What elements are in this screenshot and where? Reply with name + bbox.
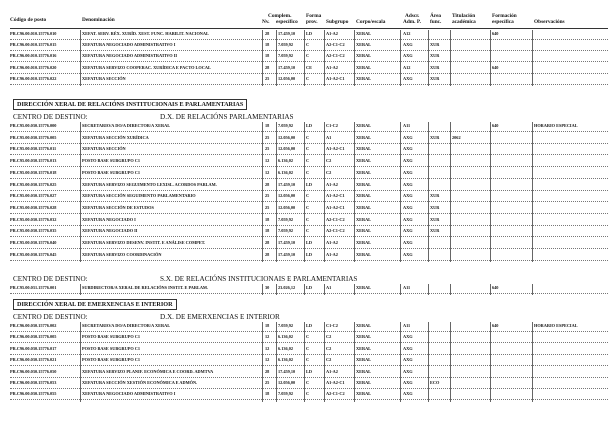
table-cell-code: PR.C95.00.030.15776.035 — [10, 228, 57, 234]
column-divider — [400, 322, 401, 402]
table-cell-nv: 25 — [265, 204, 270, 210]
table-cell-adm: AXG — [403, 181, 413, 187]
table-cell-sg: C2 — [326, 345, 332, 351]
table-cell-corpo: XERAL — [356, 334, 372, 340]
table-cell-adm: AXG — [403, 158, 413, 164]
table-cell-fp: C — [306, 204, 310, 210]
table-cell-fp: C — [306, 134, 310, 140]
row-separator — [10, 377, 608, 378]
table-cell-fp: LD — [306, 181, 312, 187]
table-cell-ce: 7.059,92 — [278, 123, 294, 128]
centro-label: CENTRO DE DESTINO: — [13, 313, 88, 321]
table-cell-corpo: XERAL — [356, 123, 372, 128]
table-cell-adm: AXG — [403, 368, 413, 374]
row-separator — [10, 50, 608, 51]
table-cell-ce: 17.459,10 — [278, 240, 296, 245]
table-cell-corpo: XERAL — [356, 345, 372, 351]
table-cell-fp: LD — [306, 251, 312, 257]
table-cell-ce: 12.056,00 — [278, 204, 296, 210]
table-cell-sg: A1-A2-C1 — [326, 146, 345, 152]
table-cell-sg: C2 — [326, 334, 332, 340]
table-cell-nv: 12 — [265, 334, 270, 340]
table-cell-adm: AXG — [403, 391, 413, 397]
table-cell-adm: AXG — [403, 357, 413, 363]
table-cell-sg: C2 — [326, 357, 332, 363]
table-cell-nv: 25 — [265, 193, 270, 199]
row-separator — [10, 236, 608, 237]
row-separator — [10, 365, 608, 366]
table-cell-sg: A1-A2-C1 — [326, 193, 345, 199]
table-cell-denom: XEFAT. SERV. RÉX. XURÍD. XEST. FUNC. HABILIT. NACIONAL — [82, 31, 209, 36]
table-cell-denom: POSTO BASE SUBGRUPO C1 — [82, 357, 141, 363]
centro-name: S.X. DE RELACIÓNS INSTITUCIONAIS E PARLAMENTARIAS — [160, 275, 358, 283]
table-cell-sg: C1-C2 — [326, 323, 338, 328]
table-cell-ce: 12.056,00 — [278, 193, 296, 199]
table-cell-code: PR.C96.00.030.15776.017 — [10, 345, 57, 351]
table-cell-sg: A2-C1-C2 — [326, 42, 345, 48]
table-cell-code: PR.C96.00.030.15776.005 — [10, 334, 57, 340]
header-complemento: específico — [276, 19, 298, 25]
table-cell-code: PR.C96.00.010.15776.020 — [10, 64, 57, 70]
table-cell-fp: LD — [306, 368, 312, 374]
table-cell-code: PR.C96.00.030.15776.053 — [10, 380, 57, 385]
table-cell-fp: C — [306, 228, 310, 234]
centro-name: D.X. DE EMERXENCIAS E INTERIOR — [160, 313, 280, 321]
row-separator — [10, 293, 608, 294]
table-cell-adm: A12 — [403, 31, 411, 36]
table-cell-nv: 28 — [265, 181, 270, 187]
table-cell-ce: 12.056,00 — [278, 134, 296, 140]
table-cell-ce: 6.136,02 — [278, 158, 294, 164]
table-cell-nv: 30 — [265, 285, 270, 290]
table-cell-sg: A1-A2 — [326, 240, 338, 245]
table-cell-corpo: XERAL — [356, 357, 372, 363]
table-cell-code: PR.C95.00.030.15776.028 — [10, 204, 57, 210]
table-cell-fp: C — [306, 334, 310, 340]
header-complem: Complem. — [268, 13, 292, 19]
table-cell-corpo: XERAL — [356, 75, 372, 81]
table-cell-corpo: XERAL — [356, 380, 372, 385]
table-cell-corpo: XERAL — [356, 146, 372, 152]
header-area: Área — [430, 13, 442, 19]
table-cell-denom: XEFATURA SECCIÓN XURÍDICA — [82, 134, 149, 140]
table-cell-adm: AXG — [403, 216, 413, 222]
table-cell-ce: 17.459,10 — [278, 64, 296, 70]
table-cell-denom: XEFATURA SECCIÓN — [82, 146, 126, 152]
table-cell-corpo: XERAL — [356, 181, 372, 187]
table-cell-denom: XEFATURA SERVIZO COOPERAC. XURÍDICA E PACTO LOCAL — [82, 64, 211, 70]
table-cell-adm: AXG — [403, 334, 413, 340]
table-cell-denom: XEFATURA SERVIZO DESENV. INSTIT. E ANÁLISE COMPET. — [82, 240, 206, 245]
table-cell-sg: A2-C1-C2 — [326, 391, 345, 397]
table-cell-fp: CE — [306, 64, 312, 70]
table-cell-ce: 7.059,92 — [278, 323, 294, 328]
table-cell-sg: A1-A2 — [326, 64, 338, 70]
table-cell-denom: XEFATURA NEGOCIADO I — [82, 216, 136, 222]
row-separator — [10, 225, 608, 226]
table-cell-obs: HORARIO ESPECIAL — [534, 323, 578, 328]
table-cell-corpo: XERAL — [356, 53, 372, 59]
table-cell-denom: XEFATURA SECCIÓN SEGUIMENTO PARLAMENTARIO — [82, 193, 196, 199]
table-cell-adm: AXG — [403, 169, 413, 175]
column-divider — [324, 322, 325, 402]
table-cell-adm: AXG — [403, 134, 413, 140]
table-cell-ce: 7.059,92 — [278, 228, 294, 234]
column-divider — [354, 322, 355, 402]
table-cell-nv: 18 — [265, 123, 270, 128]
table-cell-ce: 7.059,92 — [278, 216, 294, 222]
table-cell-nv: 18 — [265, 391, 270, 397]
table-cell-ce: 6.136,02 — [278, 169, 294, 175]
table-cell-area: XUR — [430, 53, 440, 59]
header-subgrupo: Subgrupo — [326, 19, 349, 25]
table-cell-corpo: XERAL — [356, 193, 372, 199]
row-separator — [10, 354, 608, 355]
table-cell-area: XUR — [430, 134, 440, 140]
table-cell-fp: LD — [306, 285, 312, 290]
table-cell-code: PR.C96.00.010.15776.015 — [10, 42, 57, 48]
table-cell-area: XUR — [430, 75, 440, 81]
row-separator — [10, 331, 608, 332]
table-cell-adm: AXG — [403, 53, 413, 59]
header-forma: Forma — [306, 13, 322, 19]
table-cell-code: PR.C95.00.030.15776.045 — [10, 251, 57, 257]
table-cell-code: PR.C95.00.030.15776.027 — [10, 193, 57, 199]
table-cell-adm: AXG — [403, 204, 413, 210]
table-cell-fp: C — [306, 345, 310, 351]
table-cell-sg: A1-A2 — [326, 368, 338, 374]
table-cell-adm: AXG — [403, 146, 413, 152]
table-cell-form: 640 — [492, 285, 499, 290]
table-cell-area: XUR — [430, 42, 440, 48]
table-cell-sg: A1-A2-C1 — [326, 204, 345, 210]
table-cell-nv: 25 — [265, 134, 270, 140]
table-cell-sg: A2-C1-C2 — [326, 216, 345, 222]
row-separator — [10, 73, 608, 74]
table-cell-nv: 25 — [265, 146, 270, 152]
table-cell-code: PR.C96.00.030.15776.002 — [10, 323, 57, 328]
header-academica: académica — [452, 19, 476, 25]
table-cell-fp: C — [306, 391, 310, 397]
table-cell-adm: AXG — [403, 193, 413, 199]
table-cell-code: PR.C96.00.030.15776.021 — [10, 357, 57, 363]
table-cell-sg: A1-A2 — [326, 181, 338, 187]
table-cell-ce: 12.056,00 — [278, 75, 296, 81]
table-cell-denom: XEFATURA NEGOCIADO ADMINISTRATIVO II — [82, 53, 178, 59]
row-separator — [10, 84, 608, 85]
table-cell-corpo: XERAL — [356, 251, 372, 257]
table-cell-fp: C — [306, 146, 310, 152]
centro-label: CENTRO DE DESTINO: — [13, 275, 88, 283]
table-cell-ce: 7.059,92 — [278, 53, 294, 59]
row-separator — [10, 399, 608, 400]
table-cell-fp: C — [306, 53, 310, 59]
table-cell-ce: 17.459,10 — [278, 181, 296, 187]
table-cell-area: XUR — [430, 228, 440, 234]
table-cell-nv: 12 — [265, 158, 270, 164]
table-cell-area: XUR — [430, 216, 440, 222]
section-title: DIRECCIÓN XERAL DE RELACIÓNS INSTITUCIONAIS E PARLAMENTARIAS — [13, 99, 247, 110]
table-cell-fp: LD — [306, 240, 312, 245]
table-cell-corpo: XERAL — [356, 285, 372, 290]
table-cell-form: 640 — [492, 323, 499, 328]
table-cell-adm: A11 — [403, 323, 411, 328]
table-cell-nv: 12 — [265, 357, 270, 363]
table-cell-code: PR.C96.00.010.15776.010 — [10, 31, 57, 36]
row-separator — [10, 166, 608, 167]
header-corpo: Corpo/escala — [356, 19, 386, 25]
table-cell-code: PR.C95.00.030.15776.011 — [10, 146, 57, 152]
table-cell-denom: XEFATURA SERVIZO PLANIF. ECONÓMICA E COORD. ADMTVA — [82, 368, 214, 374]
row-separator — [10, 61, 608, 62]
table-cell-denom: XEFATURA SECCIÓN XESTIÓN ECONÓMICA E ADMÓN. — [82, 380, 198, 385]
table-cell-ce: 23.026,12 — [278, 285, 296, 290]
row-separator — [10, 248, 608, 249]
table-cell-denom: SUBDIRECTOR/A XERAL DE RELACIÓNS INSTIT. E PARLAM. — [82, 285, 209, 290]
table-cell-nv: 28 — [265, 31, 270, 36]
table-cell-code: PR.C96.00.030.15776.050 — [10, 368, 57, 374]
header-adm: Adm. P. — [403, 19, 421, 25]
table-cell-adm: AXG — [403, 345, 413, 351]
table-cell-code: PR.C95.00.030.15776.013 — [10, 158, 57, 164]
table-cell-form: 640 — [492, 123, 499, 128]
table-cell-corpo: XERAL — [356, 42, 372, 48]
table-cell-sg: A1-A2-C1 — [326, 380, 345, 385]
table-cell-ce: 6.136,02 — [278, 357, 294, 363]
row-separator — [10, 201, 608, 202]
header-func: func. — [430, 19, 442, 25]
table-cell-denom: POSTO BASE SUBGRUPO C1 — [82, 169, 141, 175]
table-cell-nv: 18 — [265, 216, 270, 222]
row-separator — [10, 143, 608, 144]
table-cell-sg: C1-C2 — [326, 123, 338, 128]
table-cell-nv: 18 — [265, 42, 270, 48]
table-cell-ce: 6.136,02 — [278, 345, 294, 351]
row-separator — [10, 213, 608, 214]
table-cell-denom: SECRETARIO/A DO/A DIRECTOR/A XERAL — [82, 123, 171, 128]
header-prov: prov. — [306, 19, 318, 25]
table-cell-code: PR.C96.00.010.15776.016 — [10, 53, 57, 59]
table-cell-corpo: XERAL — [356, 31, 372, 36]
row-separator — [10, 178, 608, 179]
table-cell-area: ECO — [430, 380, 440, 385]
table-cell-fp: C — [306, 75, 310, 81]
table-cell-tit: 2062 — [452, 134, 461, 140]
table-cell-area: XUR — [430, 193, 440, 199]
table-cell-sg: A2-C1-C2 — [326, 228, 345, 234]
row-separator — [10, 131, 608, 132]
row-separator — [10, 388, 608, 389]
table-cell-nv: 28 — [265, 64, 270, 70]
table-cell-corpo: XERAL — [356, 240, 372, 245]
header-especifica: específica — [492, 19, 514, 25]
centro-name: D.X. DE RELACIÓNS PARLAMENTARIAS — [160, 113, 294, 121]
table-cell-nv: 28 — [265, 368, 270, 374]
table-cell-ce: 7.059,92 — [278, 42, 294, 48]
row-separator — [10, 190, 608, 191]
table-cell-nv: 25 — [265, 75, 270, 81]
table-cell-fp: C — [306, 216, 310, 222]
table-cell-code: PR.C95.00.030.15776.032 — [10, 216, 57, 222]
table-cell-adm: AXG — [403, 42, 413, 48]
table-cell-code: PR.C96.00.010.15776.022 — [10, 75, 57, 81]
table-cell-denom: POSTO BASE SUBGRUPO C1 — [82, 345, 141, 351]
table-cell-adm: A11 — [403, 285, 411, 290]
table-cell-nv: 18 — [265, 323, 270, 328]
table-cell-nv: 25 — [265, 380, 270, 385]
table-cell-denom: XEFATURA NEGOCIADO II — [82, 228, 138, 234]
table-cell-sg: A1 — [326, 285, 332, 290]
table-cell-denom: XEFATURA SERVIZO SEGUIMENTO LEXISL. ACORDOS PARLAM. — [82, 181, 217, 187]
header-codigo: Código de posto — [10, 17, 47, 23]
header-denominacion: Denominación — [82, 17, 115, 23]
row-separator — [10, 154, 608, 155]
table-cell-denom: XEFATURA SECCIÓN DE ESTUDOS — [82, 204, 154, 210]
table-cell-ce: 17.459,10 — [278, 31, 296, 36]
column-divider — [80, 322, 81, 402]
table-cell-ce: 17.459,10 — [278, 251, 296, 257]
table-cell-fp: C — [306, 193, 310, 199]
table-cell-denom: XEFATURA SECCIÓN — [82, 75, 126, 81]
table-cell-sg: A1-A2 — [326, 251, 338, 257]
header-rule — [10, 28, 608, 29]
table-cell-area: XUR — [430, 204, 440, 210]
table-cell-area: XUR — [430, 64, 440, 70]
table-cell-adm: A12 — [403, 64, 411, 70]
table-cell-code: PR.C95.00.030.15776.040 — [10, 240, 57, 245]
table-cell-ce: 6.136,02 — [278, 334, 294, 340]
table-cell-corpo: XERAL — [356, 134, 372, 140]
table-cell-adm: AXG — [403, 228, 413, 234]
table-cell-fp: C — [306, 158, 310, 164]
table-cell-corpo: XERAL — [356, 391, 372, 397]
table-cell-ce: 12.056,00 — [278, 146, 296, 152]
table-cell-adm: A11 — [403, 123, 411, 128]
header-observacions: Observacións — [534, 19, 565, 25]
table-cell-denom: XEFATURA SERVIZO COORDINACIÓN — [82, 251, 162, 257]
table-cell-corpo: XERAL — [356, 204, 372, 210]
table-cell-code: PR.C95.00.031.15776.001 — [10, 285, 57, 290]
table-cell-corpo: XERAL — [356, 368, 372, 374]
table-cell-nv: 12 — [265, 345, 270, 351]
table-cell-code: PR.C96.00.030.15776.055 — [10, 391, 57, 397]
header-titulacion: Titulación — [452, 13, 476, 19]
table-cell-corpo: XERAL — [356, 323, 372, 328]
table-cell-fp: LD — [306, 323, 312, 328]
table-cell-code: PR.C95.00.030.15776.025 — [10, 181, 57, 187]
header-adscr: Adscr. — [405, 13, 420, 19]
table-cell-sg: A1 — [326, 134, 332, 140]
table-cell-denom: SECRETARIO/A DO/A DIRECTOR/A XERAL — [82, 323, 171, 328]
row-separator — [10, 260, 608, 261]
column-divider — [262, 322, 263, 402]
table-cell-sg: A1-A2-C1 — [326, 75, 345, 81]
table-cell-ce: 7.059,92 — [278, 391, 294, 397]
table-cell-nv: 28 — [265, 251, 270, 257]
table-cell-nv: 18 — [265, 228, 270, 234]
table-cell-corpo: XERAL — [356, 216, 372, 222]
table-cell-form: 640 — [492, 31, 499, 36]
table-cell-sg: A1-A2 — [326, 31, 338, 36]
column-divider — [450, 322, 451, 402]
table-cell-nv: 28 — [265, 240, 270, 245]
table-cell-fp: C — [306, 357, 310, 363]
row-separator — [10, 342, 608, 343]
table-cell-adm: AXG — [403, 251, 413, 257]
table-cell-corpo: XERAL — [356, 169, 372, 175]
table-cell-code: PR.C95.00.030.15776.000 — [10, 123, 57, 128]
table-cell-fp: LD — [306, 31, 312, 36]
table-cell-nv: 18 — [265, 53, 270, 59]
table-cell-code: PR.C95.00.030.15776.018 — [10, 169, 57, 175]
table-cell-sg: A2-C1-C2 — [326, 53, 345, 59]
table-cell-corpo: XERAL — [356, 64, 372, 70]
table-cell-corpo: XERAL — [356, 228, 372, 234]
table-cell-code: PR.C95.00.030.15776.005 — [10, 134, 57, 140]
column-divider — [428, 322, 429, 402]
table-cell-sg: C2 — [326, 169, 332, 175]
table-cell-denom: XEFATURA NEGOCIADO ADMINISTRATIVO I — [82, 391, 176, 397]
table-cell-fp: LD — [306, 123, 312, 128]
column-divider — [276, 322, 277, 402]
table-cell-sg: C2 — [326, 158, 332, 164]
table-cell-fp: C — [306, 169, 310, 175]
table-cell-ce: 12.056,00 — [278, 380, 296, 385]
header-formacion: Formación — [492, 13, 517, 19]
table-cell-form: 640 — [492, 64, 499, 70]
table-cell-adm: AXG — [403, 380, 413, 385]
column-divider — [532, 322, 533, 402]
table-cell-fp: C — [306, 42, 310, 48]
column-divider — [490, 322, 491, 402]
section-title: DIRECCIÓN XERAL DE EMERXENCIAS E INTERIOR — [13, 299, 177, 310]
table-cell-ce: 17.459,10 — [278, 368, 296, 374]
centro-label: CENTRO DE DESTINO: — [13, 113, 88, 121]
table-cell-nv: 12 — [265, 169, 270, 175]
table-cell-adm: AXG — [403, 240, 413, 245]
table-cell-adm: AXG — [403, 75, 413, 81]
header-nivel: Nv. — [262, 19, 270, 25]
row-separator — [10, 39, 608, 40]
column-divider — [304, 322, 305, 402]
table-cell-fp: C — [306, 380, 310, 385]
table-cell-corpo: XERAL — [356, 158, 372, 164]
table-cell-denom: POSTO BASE SUBGRUPO C1 — [82, 334, 141, 340]
table-cell-denom: XEFATURA NEGOCIADO ADMINISTRATIVO I — [82, 42, 176, 48]
table-cell-obs: HORARIO ESPECIAL — [534, 123, 578, 128]
table-cell-denom: POSTO BASE SUBGRUPO C1 — [82, 158, 141, 164]
